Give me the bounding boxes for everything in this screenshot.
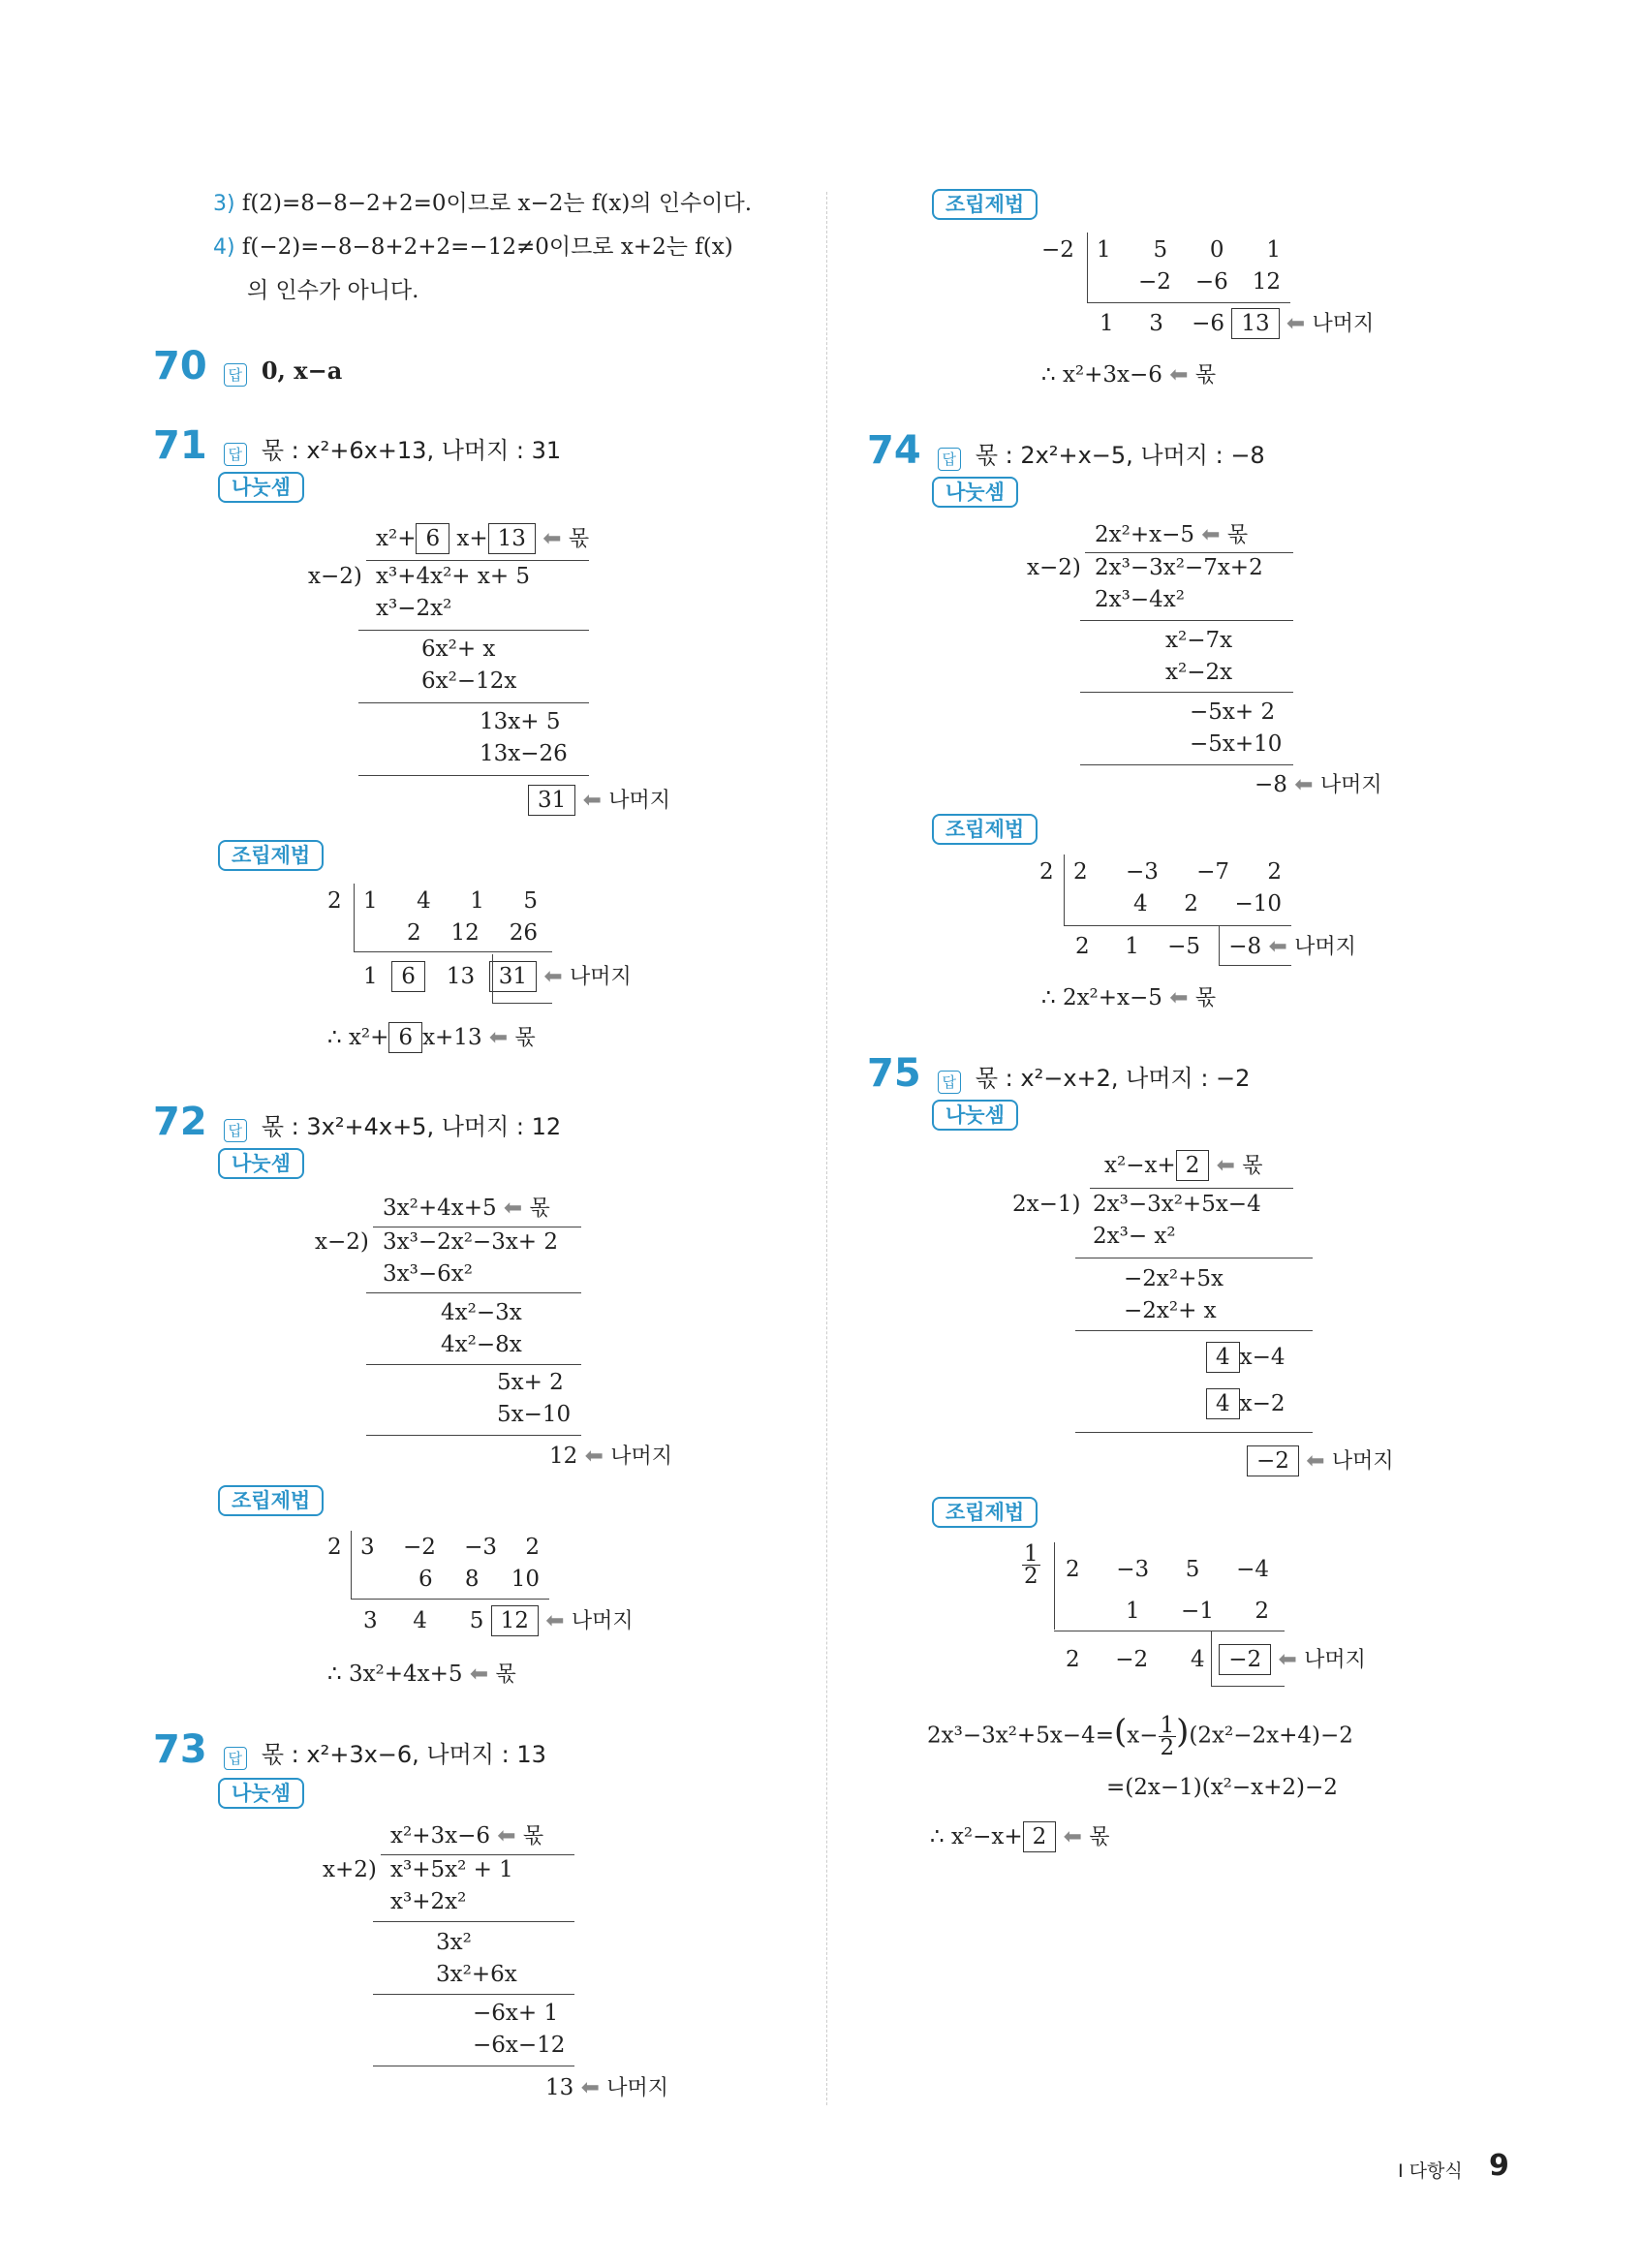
item-number: 3) — [213, 192, 235, 216]
item-text: f(−2)=−8−8+2+2=−12≠0이므로 x+2는 f(x) — [241, 234, 733, 260]
nanusem-tag: 나눗셈 — [932, 477, 1018, 508]
conclusion: ∴ 3x²+4x+5 ⬅ 몫 — [327, 1662, 516, 1687]
ld-row: 4 x−2 — [1206, 1388, 1286, 1419]
sd-results: 1 6 13 31 ⬅ 나머지 — [363, 961, 632, 992]
remainder: 13 ⬅ 나머지 — [545, 2075, 668, 2100]
answer-badge: 답 — [224, 363, 247, 387]
remainder: −2 ⬅ 나머지 — [1247, 1445, 1394, 1476]
sd-middle: −2 −6 12 — [1138, 269, 1281, 295]
dividend: x³+5x² + 1 — [390, 1857, 513, 1882]
ld-row: −2x²+ x — [1124, 1298, 1217, 1323]
equation-2: =(2x−1)(x²−x+2)−2 — [1106, 1775, 1338, 1800]
problem-73 — [153, 1727, 546, 1772]
problem-75 — [867, 1051, 1250, 1096]
sd-root: 2 — [327, 1535, 342, 1560]
nanusem-tag: 나눗셈 — [218, 1148, 304, 1179]
joribjebeob-tag: 조립제법 — [218, 840, 324, 871]
quotient-line: x²+3x−6 ⬅ 몫 — [390, 1823, 544, 1849]
answer-text: 몫 : 2x²+x−5, 나머지 : −8 — [975, 442, 1265, 469]
sd-results: 2 −2 4 −2 ⬅ 나머지 — [1066, 1644, 1366, 1675]
sd-middle: 6 8 10 — [418, 1567, 540, 1592]
ld-row: 6x²−12x — [421, 668, 517, 694]
conclusion: ∴ x²+3x−6 ⬅ 몫 — [1041, 362, 1217, 388]
nanusem-tag: 나눗셈 — [218, 472, 304, 503]
sd-results: 2 1 −5 −8 ⬅ 나머지 — [1075, 934, 1356, 959]
divisor: x−2) — [315, 1229, 369, 1255]
problem-number: 72 — [153, 1100, 207, 1144]
dividend: 2x³−3x²+5x−4 — [1093, 1192, 1261, 1217]
sd-results: 1 3 −6 13 ⬅ 나머지 — [1100, 308, 1374, 339]
ld-row: 4x²−3x — [441, 1300, 522, 1325]
column-divider — [826, 192, 827, 2105]
divisor: x+2) — [323, 1857, 377, 1882]
divisor: x−2) — [1027, 555, 1081, 580]
ld-row: −5x+10 — [1190, 731, 1283, 757]
box-value: 13 — [488, 523, 536, 554]
ld-row: x²−7x — [1165, 628, 1233, 653]
joribjebeob-tag: 조립제법 — [932, 1497, 1038, 1528]
answer-text: 몫 : x²+3x−6, 나머지 : 13 — [261, 1741, 546, 1768]
problem-70 — [153, 344, 342, 388]
joribjebeob-tag: 조립제법 — [932, 189, 1038, 220]
ld-row: 5x+ 2 — [497, 1370, 564, 1395]
ld-row: x³−2x² — [376, 596, 452, 621]
answer-badge: 답 — [224, 1119, 247, 1142]
box-value: 6 — [416, 523, 449, 554]
problem-72 — [153, 1100, 561, 1144]
conclusion: ∴ x²+ 6 x+13 ⬅ 몫 — [327, 1022, 536, 1053]
page-number: 9 — [1489, 2149, 1509, 2183]
nanusem-tag: 나눗셈 — [218, 1778, 304, 1809]
sd-coefficients: 1 5 0 1 — [1097, 237, 1281, 263]
problem-number: 73 — [153, 1727, 207, 1772]
dividend: x³+4x²+ x+ 5 — [376, 564, 531, 589]
ld-row: 13x−26 — [480, 741, 568, 766]
problem-number: 74 — [867, 428, 921, 473]
answer-badge: 답 — [938, 448, 961, 471]
problem-74 — [867, 428, 1265, 473]
sd-coefficients: 2 −3 −7 2 — [1073, 859, 1282, 885]
remainder: 12 ⬅ 나머지 — [549, 1444, 672, 1469]
sd-root: $\frac{1}{2}$ — [1024, 1541, 1038, 1589]
answer-text: 몫 : 3x²+4x+5, 나머지 : 12 — [261, 1113, 562, 1140]
ld-row: −6x−12 — [473, 2033, 566, 2058]
ld-row: 3x³−6x² — [383, 1261, 473, 1287]
dividend: 3x³−2x²−3x+ 2 — [383, 1229, 559, 1255]
ld-row: 4x²−8x — [441, 1332, 522, 1357]
problem-number: 71 — [153, 423, 207, 468]
ld-row: 4 x−4 — [1206, 1342, 1286, 1373]
problem-71 — [153, 423, 561, 468]
answer-badge: 답 — [938, 1071, 961, 1094]
item-4-cont: 의 인수가 아니다. — [247, 278, 419, 303]
sd-middle: 4 2 −10 — [1133, 891, 1282, 917]
item-4 — [213, 233, 733, 263]
answer-badge: 답 — [224, 443, 247, 466]
ld-row: −2x²+5x — [1124, 1266, 1224, 1291]
quotient-line: 2x²+x−5 ⬅ 몫 — [1095, 522, 1249, 547]
answer-text: 몫 : x²−x+2, 나머지 : −2 — [975, 1065, 1251, 1092]
dividend: 2x³−3x²−7x+2 — [1095, 555, 1263, 580]
problem-number: 70 — [153, 344, 207, 388]
ld-row: 2x³−4x² — [1095, 587, 1185, 612]
sd-results: 3 4 5 12 ⬅ 나머지 — [363, 1605, 634, 1636]
chapter-label: I 다항식 — [1398, 2160, 1463, 2182]
divisor: 2x−1) — [1012, 1192, 1081, 1217]
answer-badge: 답 — [224, 1747, 247, 1770]
ld-row: −6x+ 1 — [473, 2001, 559, 2026]
ld-row: x²−2x — [1165, 660, 1233, 685]
divisor: x−2) — [308, 564, 362, 589]
sd-coefficients: 1 4 1 5 — [363, 888, 538, 914]
answer-text: 몫 : x²+6x+13, 나머지 : 31 — [261, 437, 562, 464]
problem-number: 75 — [867, 1051, 921, 1096]
conclusion: ∴ x²−x+ 2 ⬅ 몫 — [930, 1821, 1109, 1852]
conclusion: ∴ 2x²+x−5 ⬅ 몫 — [1041, 985, 1217, 1010]
sd-root: −2 — [1041, 237, 1074, 263]
joribjebeob-tag: 조립제법 — [218, 1485, 324, 1516]
sd-middle: 2 12 26 — [407, 920, 538, 946]
equation-1: 2x³−3x²+5x−4=(x− $\frac{1}{2}$ )(2x²−2x+4)−2 — [927, 1712, 1353, 1760]
quotient-line: x²−x+ 2 ⬅ 몫 — [1104, 1150, 1263, 1181]
ld-row: 2x³− x² — [1093, 1224, 1176, 1249]
item-number: 4) — [213, 235, 235, 260]
sd-coefficients: 2 −3 5 −4 — [1066, 1557, 1269, 1582]
joribjebeob-tag: 조립제법 — [932, 814, 1038, 845]
ld-row: x³+2x² — [390, 1889, 467, 1914]
ld-row: 5x−10 — [497, 1402, 572, 1427]
ld-row: −5x+ 2 — [1190, 699, 1276, 725]
remainder: −8 ⬅ 나머지 — [1255, 772, 1382, 797]
nanusem-tag: 나눗셈 — [932, 1100, 1018, 1131]
sd-root: 2 — [327, 888, 342, 914]
sd-middle: 1 −1 2 — [1126, 1599, 1269, 1624]
sd-root: 2 — [1039, 859, 1054, 885]
remainder: 31 ⬅ 나머지 — [528, 785, 670, 816]
ld-row: 6x²+ x — [421, 637, 496, 662]
item-3 — [213, 189, 752, 219]
item-text: f(2)=8−8−2+2=0이므로 x−2는 f(x)의 인수이다. — [241, 191, 753, 216]
sd-coefficients: 3 −2 −3 2 — [360, 1535, 540, 1560]
quotient-line: 3x²+4x+5 ⬅ 몫 — [383, 1196, 550, 1221]
quotient-line: x²+ 6 x+ 13 ⬅ 몫 — [376, 523, 589, 554]
ld-row: 13x+ 5 — [480, 709, 561, 734]
ld-row: 3x² — [436, 1930, 472, 1955]
ld-row: 3x²+6x — [436, 1962, 517, 1987]
answer-text: 0, x−a — [261, 357, 343, 385]
